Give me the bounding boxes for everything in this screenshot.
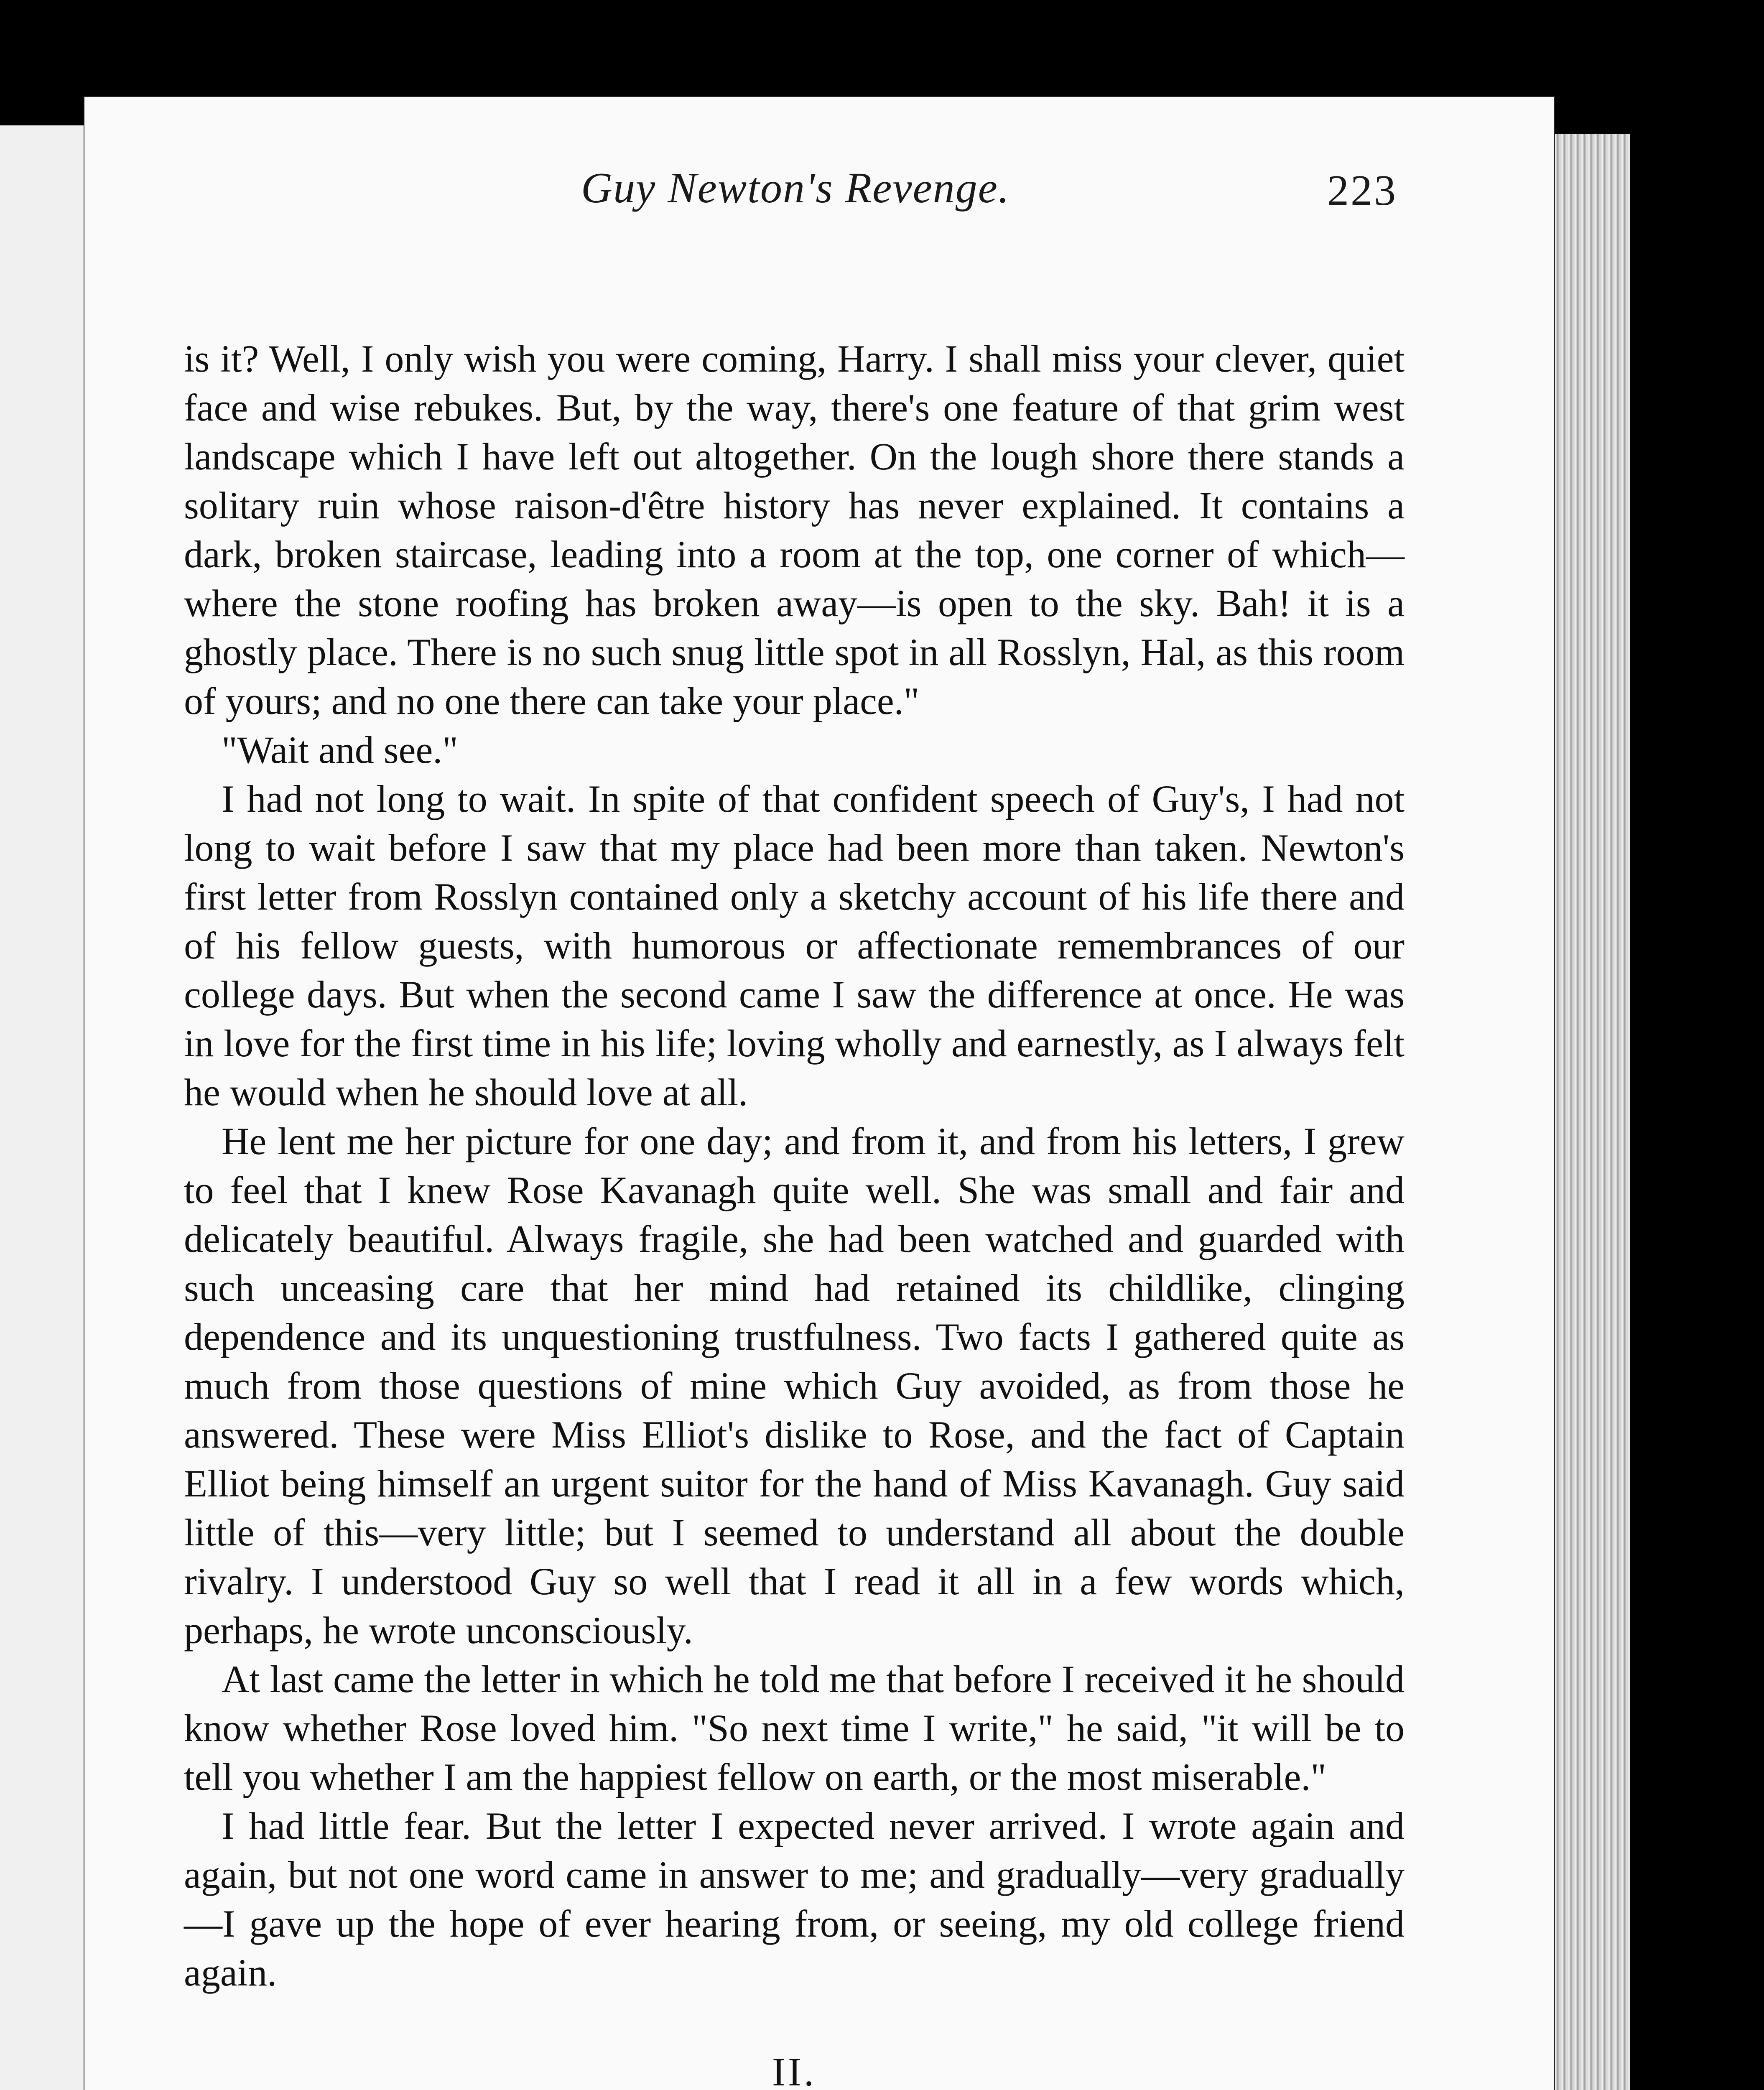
section-heading: II. [772, 2049, 816, 2090]
left-page-edge [0, 125, 95, 2090]
right-page-edges [1547, 134, 1630, 2090]
paragraph-3: I had not long to wait. In spite of that confident speech of Guy's, I had not long to wait before I saw that my place had been more than taken. Newton's first letter from Rosslyn contained only a sketchy account of his life there and of his fellow guests, with humorous or affectionate remembrances of our college days. But when the second came I saw the difference at once. He was in love for the first time in his life; loving wholly and earnestly, as I always felt he would when he should love at all. [184, 777, 1405, 1114]
body-text [184, 334, 1405, 2090]
paragraph-5: At last came the letter in which he told me that before I received it he should know whether Rose loved him. "So next time I write," he said, "it will be to tell you whether I am the happiest fellow on earth, or the most miserable." [184, 1658, 1405, 1798]
paragraph-6: I had little fear. But the letter I expected never arrived. I wrote again and again, but not one word came in answer to me; and gradually—very gradually—I gave up the hope of ever hearing from, or seeing, my old college friend again. [184, 1805, 1405, 1994]
page-number: 223 [1327, 166, 1397, 214]
page-header [0, 163, 1764, 230]
running-title: Guy Newton's Revenge. [581, 164, 1010, 212]
paragraph-2: "Wait and see." [222, 729, 458, 771]
paragraph-1: is it? Well, I only wish you were coming, Harry. I shall miss your clever, quiet face and wise rebukes. But, by the way, there's one feature of that grim west landscape which I have left out altogether. On the lough shore there stands a solitary ruin whose raison-d'être history has never explained. It contains a dark, broken staircase, leading into a room at the top, one corner of which—where the stone roofing has broken away—is open to the sky. Bah! it is a ghostly place. There is no such snug little spot in all Rosslyn, Hal, as this room of yours; and no one there can take your place." [184, 337, 1405, 722]
paragraph-4: He lent me her picture for one day; and from it, and from his letters, I grew to feel that I knew Rose Kavanagh quite well. She was small and fair and delicately beautiful. Always fragile, she had been watched and guarded with such unceasing care that her mind had retained its childlike, clinging dependence and its unquestioning trustfulness. Two facts I gathered quite as much from those questions of mine which Guy avoided, as from those he answered. These were Miss Elliot's dislike to Rose, and the fact of Captain Elliot being himself an urgent suitor for the hand of Miss Kavanagh. Guy said little of this—very little; but I seemed to understand all about the double rivalry. I understood Guy so well that I read it all in a few words which, perhaps, he wrote unconsciously. [184, 1120, 1405, 1652]
